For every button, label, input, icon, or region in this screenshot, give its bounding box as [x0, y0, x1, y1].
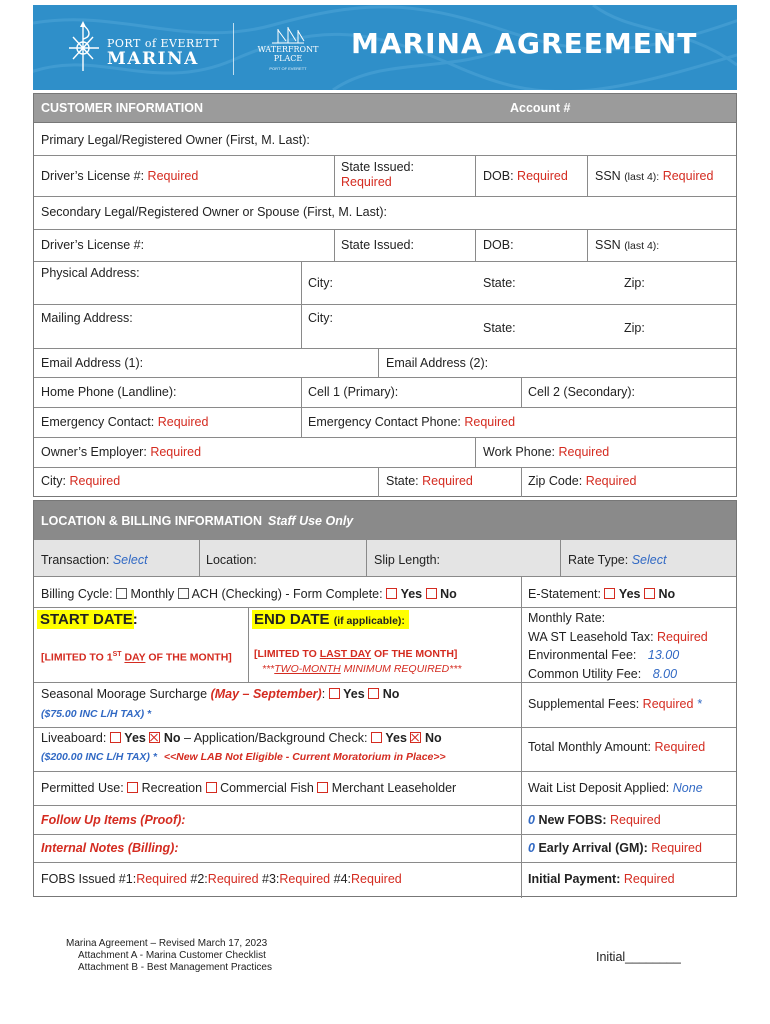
email-1-field[interactable]: Email Address (1): [41, 356, 144, 370]
required-marker: Required [351, 872, 402, 886]
emergency-contact-field[interactable] [41, 415, 208, 430]
required-marker: Required [207, 872, 259, 886]
note-minimum: MINIMUM REQUIRED*** [343, 663, 462, 675]
if-applicable-label: (if applicable): [333, 615, 405, 627]
wait-list-deposit-field[interactable] [528, 781, 703, 796]
common-fee-label: Common Utility Fee: [528, 667, 642, 681]
primary-dob-field[interactable] [483, 169, 568, 184]
follow-up-items-field[interactable]: Follow Up Items (Proof): [41, 813, 186, 827]
monthly-checkbox[interactable] [116, 588, 127, 599]
zip-code-label: Zip Code: [528, 474, 583, 488]
emergency-contact-label: Emergency Contact: [41, 415, 155, 429]
billing-info-header [34, 501, 736, 539]
environmental-fee-field[interactable] [528, 648, 679, 663]
primary-ssn-field[interactable] [595, 169, 713, 185]
billing-cycle-row [41, 587, 457, 602]
fob-4-label: #4: [333, 872, 352, 886]
limit-text-b: DAY [124, 651, 146, 664]
start-date-label: START DATE: [40, 611, 138, 628]
seasonal-months: (May – September) [210, 687, 322, 701]
account-number-label: Account # [510, 101, 571, 115]
sailboat-icon [268, 27, 308, 45]
required-marker: Required [558, 445, 610, 459]
start-date-limit-note [41, 647, 232, 666]
estatement-label: E-Statement: [528, 587, 601, 601]
mailing-zip-field[interactable]: Zip: [624, 321, 645, 335]
liveaboard-note-row [41, 750, 446, 765]
transaction-label: Transaction: [41, 553, 110, 567]
required-marker: Required [150, 445, 202, 459]
limit-text-a: [LIMITED TO 1 [41, 651, 113, 664]
early-arrival-label: Early Arrival (GM): [538, 841, 648, 855]
required-marker: Required [69, 474, 121, 488]
initial-field[interactable]: Initial________ [596, 950, 681, 964]
permitted-use-row [41, 781, 456, 796]
required-marker: Required [662, 169, 714, 183]
emergency-phone-field[interactable] [308, 415, 515, 430]
permitted-use-label: Permitted Use: [41, 781, 124, 795]
physical-state-field[interactable]: State: [483, 276, 516, 290]
logo-line-waterfront: WATERFRONT [257, 45, 319, 54]
end-date-limit-note [254, 647, 457, 662]
secondary-ssn-field[interactable] [595, 238, 659, 254]
wa-leasehold-tax-field[interactable] [528, 630, 708, 645]
liveaboard-label: Liveaboard: [41, 731, 107, 745]
ach-yes-checkbox[interactable] [386, 588, 397, 599]
primary-drivers-license-field[interactable] [41, 169, 198, 184]
required-marker: Required [623, 872, 675, 886]
merchant-leaseholder-label: Merchant Leaseholder [331, 781, 457, 795]
revision-line: Marina Agreement – Revised March 17, 2023 [66, 938, 268, 949]
required-marker: Required [157, 415, 209, 429]
recreation-label: Recreation [141, 781, 203, 795]
billing-info-title: LOCATION & BILLING INFORMATION [41, 514, 263, 528]
employer-label: Owner’s Employer: [41, 445, 147, 459]
initial-payment-label: Initial Payment: [528, 872, 621, 886]
header-banner [33, 5, 737, 90]
ssn-label: SSN [595, 169, 621, 183]
required-marker: Required [279, 872, 331, 886]
city-label: City: [41, 474, 66, 488]
supplemental-star: * [696, 697, 702, 711]
seasonal-price-note: ($75.00 INC L/H TAX) * [41, 708, 152, 720]
logo-line-marina: MARINA [107, 49, 199, 69]
limit-text-c: OF THE MONTH] [374, 648, 458, 660]
merchant-leaseholder-checkbox[interactable] [317, 782, 328, 793]
required-marker: Required [654, 740, 706, 754]
limit-sup: ST [112, 651, 122, 658]
note-two-month: TWO-MONTH [274, 663, 341, 675]
note-stars: *** [262, 663, 275, 675]
work-phone-field[interactable] [483, 445, 609, 460]
port-of-everett-marina-logo [61, 19, 251, 79]
dob-label: DOB: [483, 169, 514, 183]
required-marker: Required [585, 474, 637, 488]
estatement-yes-checkbox[interactable] [604, 588, 615, 599]
internal-notes-field[interactable]: Internal Notes (Billing): [41, 841, 179, 855]
attachment-a-line: Attachment A - Marina Customer Checklist [78, 950, 266, 961]
estatement-row [528, 587, 675, 602]
required-marker: Required [341, 175, 392, 189]
no-label: No [440, 587, 457, 601]
secondary-drivers-license-field[interactable]: Driver’s License #: [41, 238, 145, 252]
required-marker: Required [136, 872, 187, 886]
commercial-fish-checkbox[interactable] [206, 782, 217, 793]
yes-label: Yes [400, 587, 423, 601]
required-marker: Required [657, 630, 708, 644]
yes-label: Yes [385, 731, 407, 745]
primary-state-issued-field[interactable] [341, 160, 414, 190]
new-fobs-field[interactable] [528, 813, 661, 828]
estatement-no-checkbox[interactable] [644, 588, 655, 599]
ssn-label: SSN [595, 238, 621, 252]
logo-line-place: PLACE [273, 54, 303, 63]
ssn-last4-note: (last 4): [624, 240, 660, 252]
monthly-label: Monthly [130, 587, 175, 601]
liveaboard-no-checkbox[interactable] [149, 732, 160, 743]
physical-zip-field[interactable]: Zip: [624, 276, 645, 290]
email-2-field[interactable]: Email Address (2): [386, 356, 489, 370]
no-label: No [163, 731, 181, 745]
early-arrival-field[interactable] [528, 841, 702, 856]
liveaboard-row [41, 731, 442, 746]
initial-payment-field[interactable] [528, 872, 675, 887]
physical-city-field[interactable]: City: [308, 276, 333, 290]
fobs-issued-row[interactable] [41, 872, 402, 887]
yes-label: Yes [618, 587, 641, 601]
staff-use-only-label: Staff Use Only [268, 514, 354, 528]
wa-tax-label: WA ST Leasehold Tax: [528, 630, 654, 644]
common-fee-value: 8.00 [652, 667, 678, 681]
mailing-city-field[interactable]: City: [308, 311, 333, 325]
billing-cycle-label: Billing Cycle: [41, 587, 113, 601]
app-check-no-checkbox[interactable] [410, 732, 421, 743]
common-utility-fee-field[interactable] [528, 667, 677, 682]
liveaboard-yes-checkbox[interactable] [110, 732, 121, 743]
transaction-select[interactable] [41, 553, 148, 568]
mailing-address-field[interactable]: Mailing Address: [41, 311, 133, 325]
secondary-owner-label: Secondary Legal/Registered Owner or Spouse (First, M. Last): [41, 205, 387, 219]
app-check-yes-checkbox[interactable] [371, 732, 382, 743]
cell-1-field[interactable]: Cell 1 (Primary): [308, 385, 399, 399]
required-marker: Required [464, 415, 516, 429]
lab-moratorium-note: <<New LAB Not Eligible - Current Moratorium in Place>> [163, 751, 446, 763]
employer-field[interactable] [41, 445, 201, 460]
no-label: No [382, 687, 400, 701]
seasonal-surcharge-row: Seasonal Moorage Surcharge (May – September): Yes No [41, 687, 400, 701]
ach-checkbox[interactable] [178, 588, 189, 599]
state-label: State: [386, 474, 419, 488]
two-month-minimum-note [262, 662, 462, 677]
fob-2-label: #2: [190, 872, 208, 886]
wait-list-label: Wait List Deposit Applied: [528, 781, 670, 795]
new-fobs-count: 0 [528, 813, 535, 827]
compass-mark-icon [61, 21, 105, 75]
ssn-last4-note: (last 4): [624, 171, 660, 183]
secondary-state-issued-field[interactable]: State Issued: [341, 238, 414, 252]
attachment-b-line: Attachment B - Best Management Practices [78, 962, 272, 973]
end-date-label: END DATE [254, 611, 330, 628]
seasonal-label: Seasonal Moorage Surcharge [41, 687, 208, 701]
state-issued-label: State Issued: [341, 160, 414, 174]
no-label: No [658, 587, 676, 601]
logo-tagline: PORT OF EVERETT [269, 66, 307, 71]
wait-list-value: None [672, 781, 703, 795]
emergency-phone-label: Emergency Contact Phone: [308, 415, 461, 429]
primary-owner-label: Primary Legal/Registered Owner (First, M. Last): [41, 133, 310, 147]
employer-state-field[interactable] [386, 474, 473, 489]
secondary-dob-field[interactable]: DOB: [483, 238, 514, 252]
yes-label: Yes [343, 687, 365, 701]
limit-text-a: [LIMITED TO [254, 648, 317, 660]
env-fee-value: 13.00 [647, 648, 680, 662]
logo-divider [233, 23, 234, 75]
supplemental-label: Supplemental Fees: [528, 697, 640, 711]
no-label: No [424, 731, 442, 745]
limit-text-c: OF THE MONTH] [148, 651, 232, 664]
monthly-rate-field[interactable]: Monthly Rate: [528, 611, 606, 625]
customer-info-header [33, 93, 737, 123]
ach-form-complete-label: ACH (Checking) - Form Complete: [191, 587, 383, 601]
mailing-state-field[interactable]: State: [483, 321, 516, 335]
rate-type-select[interactable] [568, 553, 666, 568]
required-marker: Required [651, 841, 702, 855]
required-marker: Required [422, 474, 473, 488]
customer-info-section [33, 123, 737, 497]
billing-info-section [33, 500, 737, 897]
rate-type-select-value: Select [631, 553, 667, 567]
page-title: MARINA AGREEMENT [351, 27, 698, 60]
commercial-fish-label: Commercial Fish [220, 781, 314, 795]
drivers-license-label: Driver’s License #: [41, 169, 145, 183]
seasonal-yes-checkbox[interactable] [329, 688, 340, 699]
required-marker: Required [517, 169, 568, 183]
work-phone-label: Work Phone: [483, 445, 556, 459]
rate-type-label: Rate Type: [568, 553, 629, 567]
employer-city-field[interactable] [41, 474, 120, 489]
fob-1-label: FOBS Issued #1: [41, 872, 137, 886]
total-monthly-amount-field[interactable] [528, 740, 705, 755]
supplemental-fees-field[interactable] [528, 697, 702, 712]
end-date-label-group [254, 611, 405, 630]
ach-no-checkbox[interactable] [426, 588, 437, 599]
env-fee-label: Environmental Fee: [528, 648, 637, 662]
location-field[interactable]: Location: [206, 553, 257, 567]
transaction-select-value: Select [112, 553, 148, 567]
logo-line-port-of-everett: PORT of EVERETT [107, 37, 220, 50]
fob-3-label: #3: [262, 872, 280, 886]
total-monthly-label: Total Monthly Amount: [528, 740, 651, 754]
yes-label: Yes [124, 731, 146, 745]
required-marker: Required [147, 169, 199, 183]
limit-text-b: LAST DAY [319, 648, 372, 660]
home-phone-field[interactable]: Home Phone (Landline): [41, 385, 177, 399]
physical-address-field[interactable]: Physical Address: [41, 266, 140, 280]
app-check-label: – Application/Background Check: [183, 731, 368, 745]
liveaboard-price: ($200.00 INC L/H TAX) * [41, 751, 157, 763]
seasonal-no-checkbox[interactable] [368, 688, 379, 699]
cell-2-field[interactable]: Cell 2 (Secondary): [528, 385, 635, 399]
waterfront-place-logo [245, 27, 331, 77]
required-marker: Required [642, 697, 694, 711]
new-fobs-label: New FOBS: [538, 813, 607, 827]
early-arrival-count: 0 [528, 841, 535, 855]
footer [66, 938, 272, 974]
slip-length-field[interactable]: Slip Length: [374, 553, 441, 567]
required-marker: Required [609, 813, 661, 827]
recreation-checkbox[interactable] [127, 782, 138, 793]
customer-info-title: CUSTOMER INFORMATION [41, 101, 204, 115]
employer-zip-field[interactable] [528, 474, 636, 489]
